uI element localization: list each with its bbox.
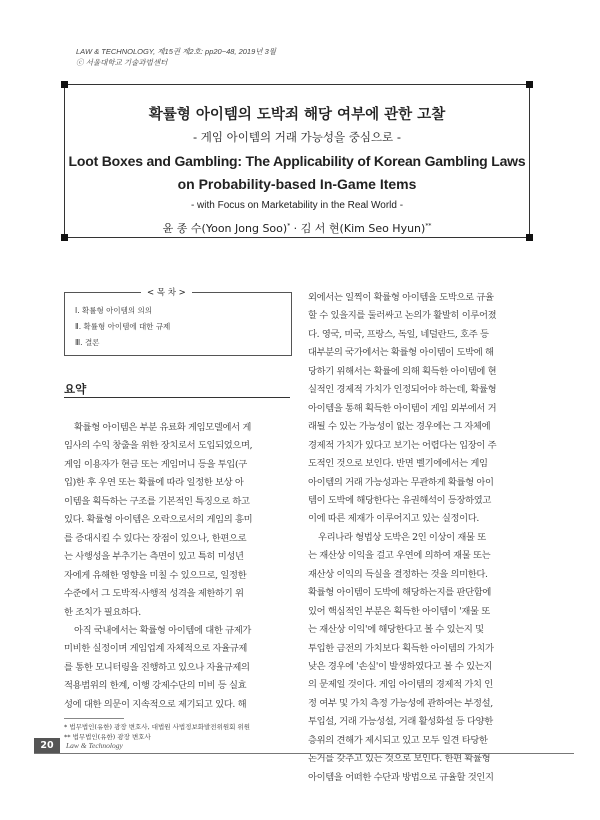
english-title-line2: on Probability-based In-Game Items — [177, 176, 417, 192]
abstract-line: 대부분의 국가에서는 확률형 아이템이 도박에 해 — [308, 347, 494, 359]
abstract-line: 를 통한 모니터링을 진행하고 있으나 자율규제의 — [64, 661, 250, 673]
abstract-line: 는 재산상 이익을 걸고 우연에 의하여 재물 또는 — [308, 550, 491, 562]
footer-divider — [34, 753, 574, 754]
journal-citation: LAW & TECHNOLOGY, 제15권 제2호: pp20~48, 2019년 3월 — [76, 47, 277, 56]
abstract-divider — [64, 397, 290, 398]
corner-mark-icon — [61, 81, 68, 88]
abstract-line: 투입설, 거래 가능성설, 거래 활성화설 등 다양한 — [308, 716, 493, 728]
abstract-line: 우리나라 형법상 도박은 2인 이상이 재물 또 — [318, 531, 486, 543]
corner-mark-icon — [526, 81, 533, 88]
author1-footnote-mark: * — [287, 222, 291, 230]
abstract-line: 임사의 수익 창출을 위한 장치로서 도입되었으며, — [64, 440, 253, 452]
footer-journal-name: Law & Technology — [66, 741, 123, 750]
toc-item: Ⅱ. 확률형 아이템에 대한 규제 — [75, 322, 171, 331]
table-of-contents — [64, 288, 292, 356]
author2-footnote-mark: ** — [425, 222, 432, 230]
abstract-line: 의 문제일 것이다. 게임 아이템의 경제적 가치 인 — [308, 679, 493, 691]
korean-subtitle: - 게임 아이템의 거래 가능성을 중심으로 - — [193, 130, 401, 144]
abstract-line: 수준에서 그 도박적·사행적 성격을 제한하기 위 — [64, 588, 244, 600]
author-separator: · — [290, 222, 301, 235]
toc-title: < 목 차 > — [141, 286, 192, 298]
footnote-divider — [64, 718, 124, 719]
journal-copyright: ⓒ 서울대학교 기술과법센터 — [76, 58, 168, 67]
abstract-line: 이에 따른 제재가 이루어지고 있는 실정이다. — [308, 513, 479, 525]
abstract-line: 있다. 확률형 아이템은 오락으로서의 게임의 흥미 — [64, 514, 253, 526]
abstract-line: 투입한 금전의 가치보다 획득한 아이템의 가치가 — [308, 642, 494, 654]
english-subtitle: - with Focus on Marketability in the Real World - — [190, 200, 404, 211]
abstract-line: 아이템의 거래 가능성과는 무관하게 확률형 아이 — [308, 476, 494, 488]
abstract-line: 적용범위의 한계, 이행 강제수단의 미비 등 실효 — [64, 680, 247, 692]
abstract-heading: 요약 — [64, 382, 87, 396]
abstract-line: 입)한 후 우연 또는 확률에 따라 일정한 보상 아 — [64, 477, 244, 489]
abstract-line: 게임 이용자가 현금 또는 게임머니 등을 투입(구 — [64, 458, 247, 470]
korean-title: 확률형 아이템의 도박죄 해당 여부에 관한 고찰 — [148, 107, 446, 123]
abstract-line: 다. 영국, 미국, 프랑스, 독일, 네덜란드, 호주 등 — [308, 328, 489, 340]
abstract-line: 한 조치가 필요하다. — [64, 606, 141, 618]
abstract-line: 도적인 것으로 보인다. 반면 벨기에에서는 게임 — [308, 458, 488, 470]
abstract-line: 는 사행성을 부추기는 측면이 있고 특히 미성년 — [64, 551, 244, 563]
toc-item: Ⅰ. 확률형 아이템의 의의 — [75, 306, 152, 315]
abstract-line: 자에게 유해한 영향을 미칠 수 있으므로, 일정한 — [64, 569, 247, 581]
footnote-author2: ** 법무법인(유한) 광장 변호사 — [64, 733, 151, 741]
abstract-line: 템이 도박에 해당한다는 유권해석이 등장하였고 — [308, 494, 492, 506]
abstract-line: 확률형 아이템은 부분 유료화 게임모델에서 게 — [74, 422, 252, 433]
authors — [65, 220, 529, 236]
abstract-line: 아이템을 어떠한 수단과 방법으로 규율할 것인지 — [308, 771, 494, 783]
abstract-line: 실적인 경제적 가치가 인정되어야 하는데, 확률형 — [308, 384, 497, 396]
abstract-line: 래될 수 있는 가능성이 없는 경우에는 그 자체에 — [308, 421, 491, 433]
abstract-line: 확률형 아이템이 도박에 해당하는지를 판단함에 — [308, 587, 492, 599]
footnote-author1: * 법무법인(유한) 광장 변호사, 대법원 사법정보화발전위원회 위원 — [64, 723, 251, 731]
abstract-line: 는 재산상 이익'에 해당한다고 볼 수 있는지 및 — [308, 624, 484, 636]
journal-header — [76, 46, 276, 68]
abstract-line: 외에서는 일찍이 확률형 아이템을 도박으로 규율 — [308, 292, 494, 303]
abstract-line: 미비한 실정이며 게임업계 자체적으로 자율규제 — [64, 643, 248, 655]
abstract-line: 논거를 갖추고 있는 것으로 보인다. 한편 확률형 — [308, 753, 491, 765]
abstract-line: 있어 핵심적인 부분은 획득한 아이템이 '재물 또 — [308, 605, 490, 617]
author-kim: 김 서 현(Kim Seo Hyun) — [300, 222, 426, 235]
toc-item: Ⅲ. 결론 — [75, 338, 100, 347]
abstract-line: 아직 국내에서는 확률형 아이템에 대한 규제가 — [74, 624, 252, 636]
english-title-line1: Loot Boxes and Gambling: The Applicability of Korean Gambling Laws — [68, 153, 526, 169]
abstract-line: 재산상 이익의 득실을 결정하는 것을 의미한다. — [308, 568, 488, 580]
abstract-line: 아이템을 통해 획득한 아이템이 게임 외부에서 거 — [308, 402, 497, 414]
author-yoon: 윤 종 수(Yoon Jong Soo) — [162, 222, 288, 235]
abstract-line: 이템을 획득하는 구조를 기본적인 특징으로 하고 — [64, 495, 250, 507]
abstract-line: 낮은 경우에 '손실'이 발생하였다고 볼 수 있는지 — [308, 661, 493, 672]
abstract-line: 정 여부 및 가치 측정 가능성에 관하여는 부정설, — [308, 697, 493, 709]
title-box — [64, 84, 530, 238]
abstract-line: 경제적 가치가 있다고 보기는 어렵다는 입장이 주 — [308, 439, 497, 451]
abstract-line: 성에 대한 의문이 지속적으로 제기되고 있다. 해 — [64, 698, 247, 710]
abstract-line: 층위의 견해가 제시되고 있고 모두 일견 타당한 — [308, 734, 488, 746]
page-number: 20 — [34, 738, 60, 753]
abstract-line: 할 수 있을지를 둘러싸고 논의가 활발히 이루어졌 — [308, 310, 497, 322]
abstract-line: 당하기 위해서는 확률에 의해 획득한 아이템에 현 — [308, 365, 497, 377]
abstract-line: 를 증대시킬 수 있다는 장점이 있으나, 한편으로 — [64, 532, 247, 544]
